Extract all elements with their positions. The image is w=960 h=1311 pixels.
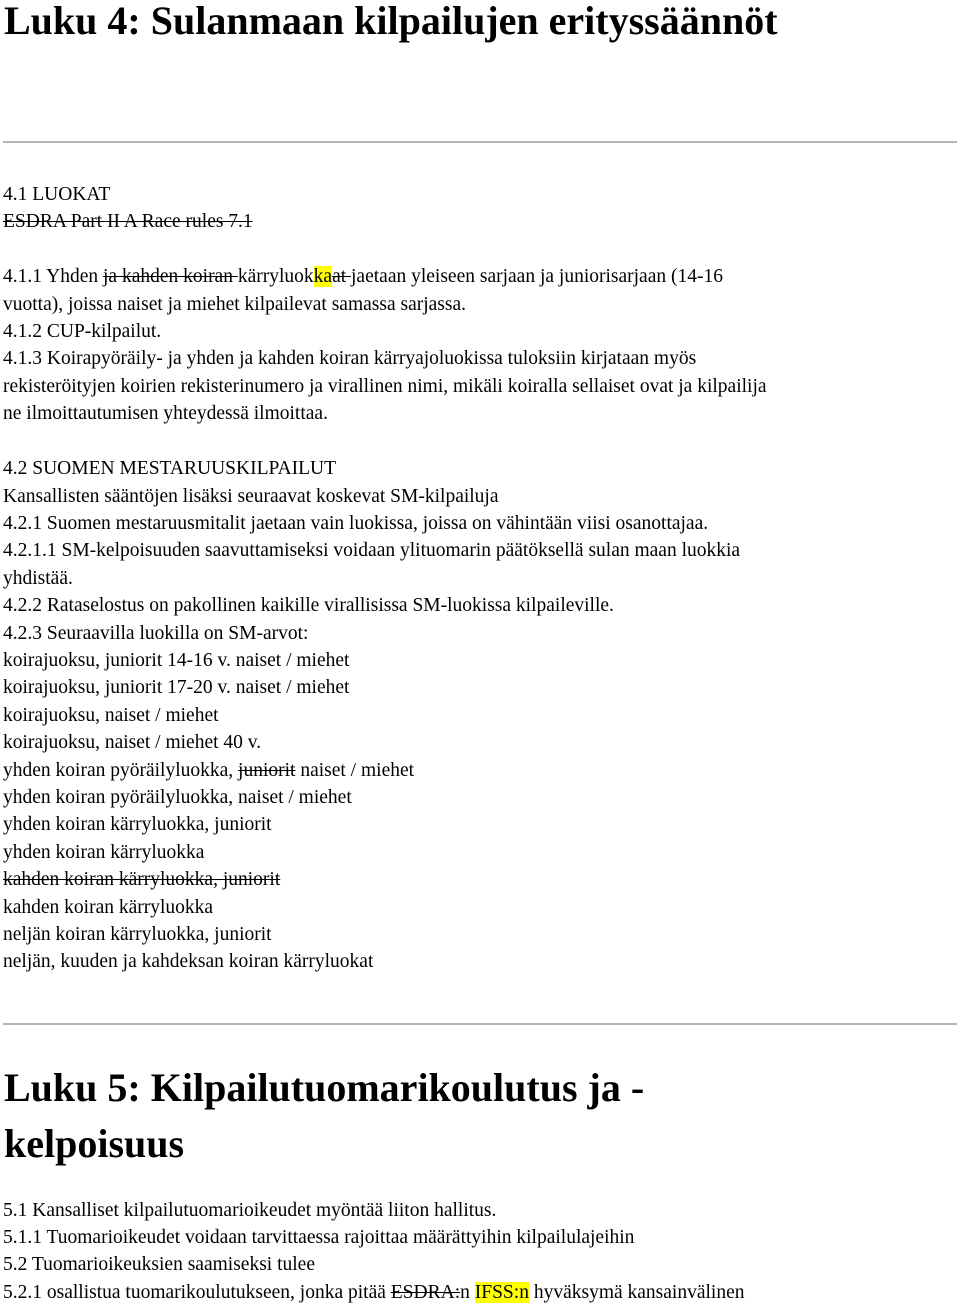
paragraph-5-1: 5.1 Kansalliset kilpailutuomarioikeudet myöntää liiton hallitus.: [3, 1200, 497, 1221]
paragraph-4-2-1-1-line-1: 4.2.1.1 SM-kelpoisuuden saavuttamiseksi voidaan ylituomarin päätöksellä sulan maan luokkia: [3, 540, 741, 561]
paragraph-text: 4.1.1 Yhden: [3, 266, 104, 287]
section-divider: [3, 1023, 957, 1025]
paragraph-text: n: [460, 1282, 475, 1303]
paragraph-4-1-1-line-2: vuotta), joissa naiset ja miehet kilpailevat samassa sarjassa.: [3, 294, 466, 315]
paragraph-4-2-1: 4.2.1 Suomen mestaruusmitalit jaetaan vain luokissa, joissa on vähintään viisi osanottajaa.: [3, 513, 709, 534]
class-list-item: koirajuoksu, juniorit 14-16 v. naiset / miehet: [3, 650, 350, 671]
class-list-item: [3, 757, 414, 784]
section-divider: [3, 141, 957, 143]
class-list-item: koirajuoksu, naiset / miehet: [3, 705, 219, 726]
section-4-2-intro: Kansallisten sääntöjen lisäksi seuraavat koskevat SM-kilpailuja: [3, 486, 499, 507]
section-4-1-reference: ESDRA Part II A Race rules 7.1: [3, 211, 253, 232]
deleted-text: at: [332, 266, 352, 287]
section-4-1-heading: 4.1 LUOKAT: [3, 184, 111, 205]
deleted-text: ja kahden koiran: [103, 266, 238, 287]
paragraph-4-2-2: 4.2.2 Rataselostus on pakollinen kaikille virallisissa SM-luokissa kilpaileville.: [3, 595, 614, 616]
class-list-item: neljän, kuuden ja kahdeksan koiran kärryluokat: [3, 951, 374, 972]
paragraph-5-2: 5.2 Tuomarioikeuksien saamiseksi tulee: [3, 1254, 315, 1275]
paragraph-text: jaetaan yleiseen sarjaan ja juniorisarjaan (14-16: [351, 266, 723, 287]
class-list-item: yhden koiran pyöräilyluokka, naiset / miehet: [3, 787, 352, 808]
highlighted-text: ka: [313, 266, 333, 287]
paragraph-text: kärryluok: [237, 266, 314, 287]
highlighted-text: IFSS:n: [474, 1282, 529, 1303]
paragraph-4-2-3: 4.2.3 Seuraavilla luokilla on SM-arvot:: [3, 623, 309, 644]
chapter-5-title-line-1: Luku 5: Kilpailutuomarikoulutus ja -: [4, 1065, 645, 1110]
class-list-item: koirajuoksu, juniorit 17-20 v. naiset / miehet: [3, 677, 350, 698]
paragraph-4-1-1: [3, 263, 723, 290]
class-list-item: neljän koiran kärryluokka, juniorit: [3, 924, 272, 945]
paragraph-text: 5.2.1 osallistua tuomarikoulutukseen, jonka pitää: [3, 1282, 391, 1303]
class-text: yhden koiran pyöräilyluokka,: [3, 760, 239, 781]
paragraph-text: hyväksymä kansainvälinen: [528, 1282, 745, 1303]
chapter-5-title-line-2: kelpoisuus: [4, 1121, 185, 1166]
class-list-item: koirajuoksu, naiset / miehet 40 v.: [3, 732, 262, 753]
class-list-item: yhden koiran kärryluokka: [3, 842, 205, 863]
paragraph-4-1-3-line-1: 4.1.3 Koirapyöräily- ja yhden ja kahden koiran kärryajoluokissa tuloksiin kirjataan myös: [3, 348, 697, 369]
class-text: naiset / miehet: [295, 760, 415, 781]
paragraph-4-1-3-line-3: ne ilmoittautumisen yhteydessä ilmoittaa.: [3, 403, 328, 424]
paragraph-5-2-1: [3, 1279, 744, 1306]
chapter-4-title: Luku 4: Sulanmaan kilpailujen erityssäännöt: [4, 0, 778, 43]
paragraph-4-1-3-line-2: rekisteröityjen koirien rekisterinumero ja virallinen nimi, mikäli koiralla sellaiset ovat ja kilpailija: [3, 376, 767, 397]
paragraph-4-2-1-1-line-2: yhdistää.: [3, 568, 73, 589]
class-list-item-deleted: kahden koiran kärryluokka, juniorit: [3, 869, 281, 890]
class-list-item: kahden koiran kärryluokka: [3, 897, 214, 918]
deleted-text: ESDRA:: [390, 1282, 461, 1303]
paragraph-4-1-2: 4.1.2 CUP-kilpailut.: [3, 321, 162, 342]
class-list-item: yhden koiran kärryluokka, juniorit: [3, 814, 272, 835]
paragraph-5-1-1: 5.1.1 Tuomarioikeudet voidaan tarvittaessa rajoittaa määrättyihin kilpailulajeihin: [3, 1227, 635, 1248]
deleted-text: juniorit: [238, 760, 296, 781]
section-4-2-heading: 4.2 SUOMEN MESTARUUSKILPAILUT: [3, 458, 337, 479]
